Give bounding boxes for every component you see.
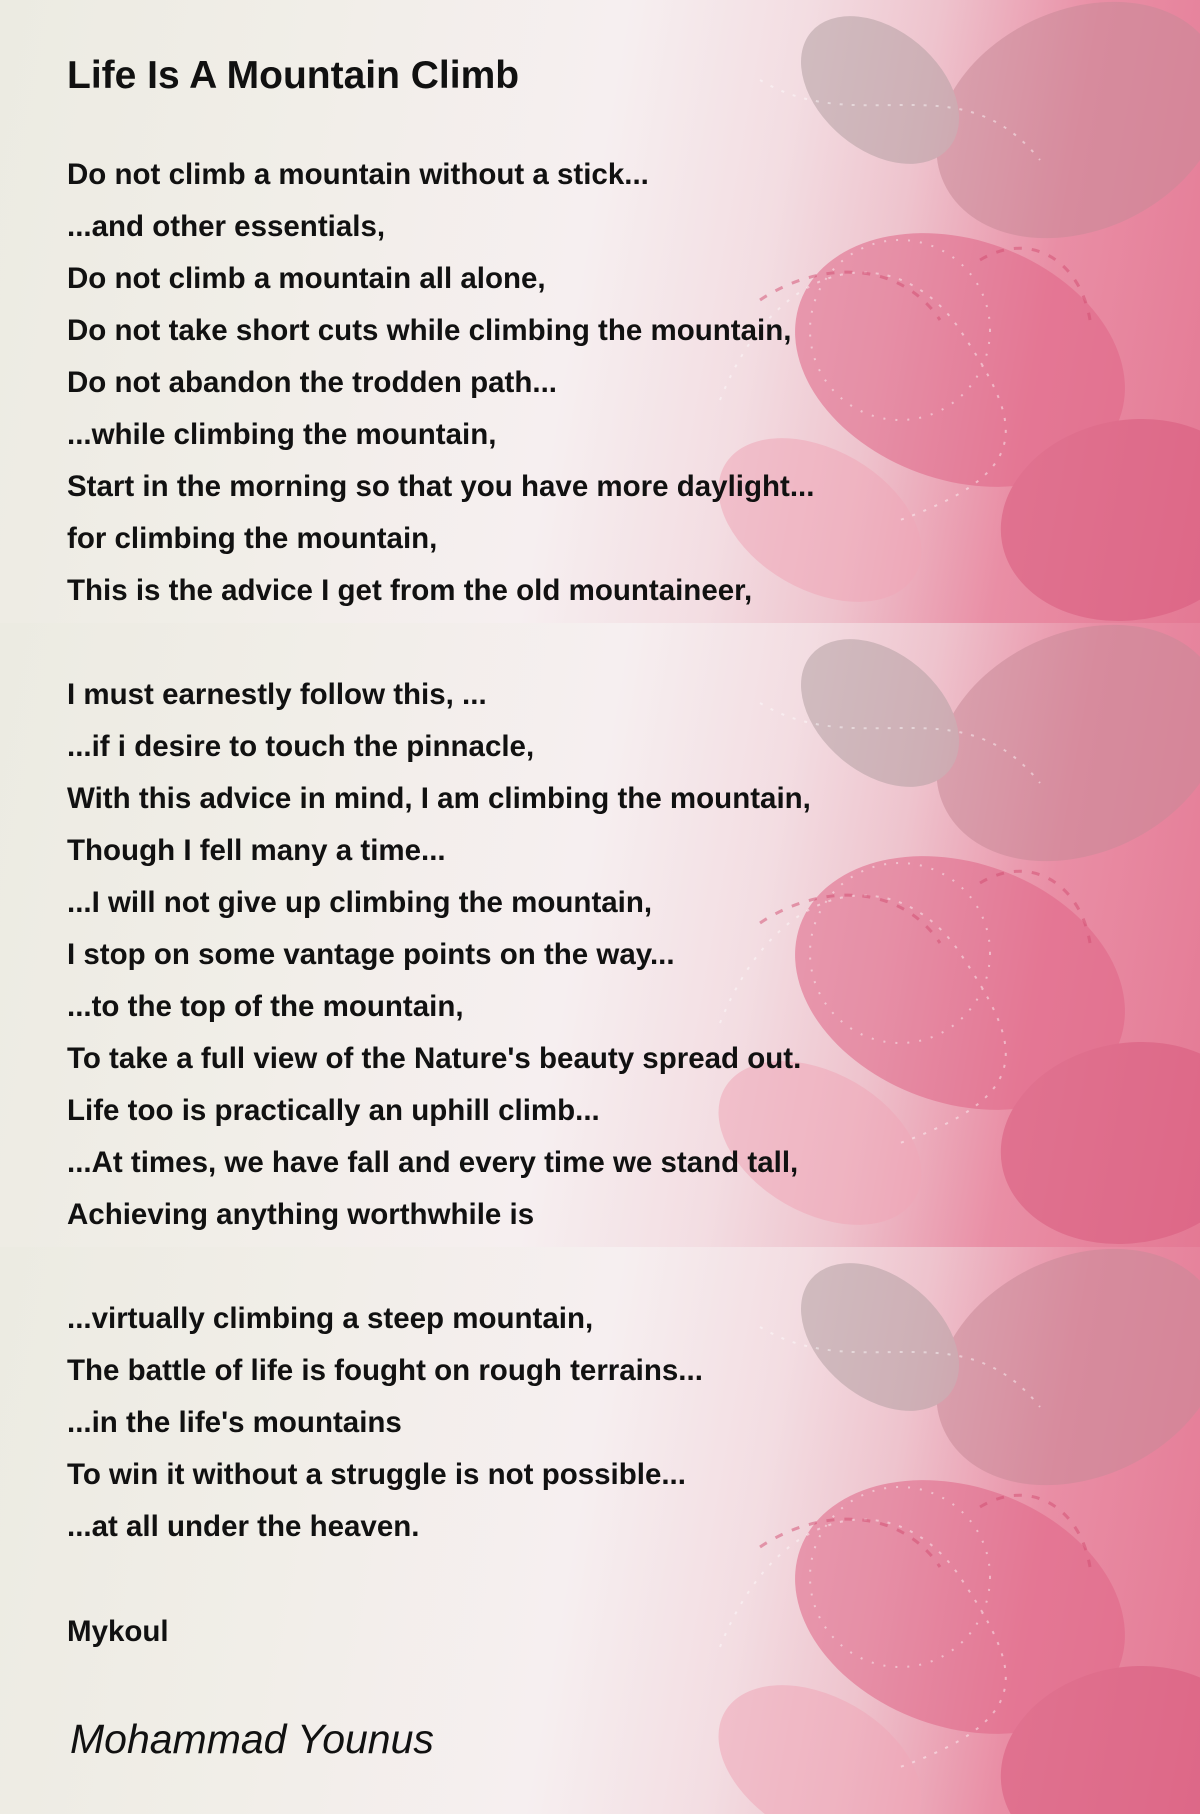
poem-line: To take a full view of the Nature's beauty spread out.	[67, 1042, 802, 1075]
poem-line: Life too is practically an uphill climb...	[67, 1094, 600, 1127]
poem-line: Achieving anything worthwhile is	[67, 1198, 535, 1231]
poem-author: Mohammad Younus	[70, 1716, 434, 1762]
poem-line: To win it without a struggle is not possible...	[67, 1458, 686, 1491]
poem-title: Life Is A Mountain Climb	[67, 54, 520, 97]
poem-line: I stop on some vantage points on the way...	[67, 938, 675, 971]
poem-line: Do not climb a mountain all alone,	[67, 262, 546, 295]
poem-line: Though I fell many a time...	[67, 834, 446, 867]
poem-line: ...to the top of the mountain,	[67, 990, 464, 1023]
poem-line: I must earnestly follow this, ...	[67, 678, 487, 711]
poem-line: The battle of life is fought on rough terrains...	[67, 1354, 703, 1387]
poem-line: ...virtually climbing a steep mountain,	[67, 1302, 594, 1335]
poem-line: ...while climbing the mountain,	[67, 418, 497, 451]
poem-line: for climbing the mountain,	[67, 522, 438, 555]
poem-line: Do not abandon the trodden path...	[67, 366, 557, 399]
poem-line: ...at all under the heaven.	[67, 1510, 420, 1543]
poem-line: ...if i desire to touch the pinnacle,	[67, 730, 535, 763]
poem-signoff: Mykoul	[67, 1615, 169, 1648]
poem-line: Do not climb a mountain without a stick...	[67, 158, 649, 191]
poem-line: ...At times, we have fall and every time we stand tall,	[67, 1146, 799, 1179]
poem-line: Start in the morning so that you have more daylight...	[67, 470, 815, 503]
poem-line: With this advice in mind, I am climbing the mountain,	[67, 782, 811, 815]
poem-line: ...and other essentials,	[67, 210, 386, 243]
poem-line: This is the advice I get from the old mountaineer,	[67, 574, 753, 607]
poem-line: Do not take short cuts while climbing the mountain,	[67, 314, 792, 347]
poem-line: ...in the life's mountains	[67, 1406, 402, 1439]
poem-line: ...I will not give up climbing the mountain,	[67, 886, 653, 919]
